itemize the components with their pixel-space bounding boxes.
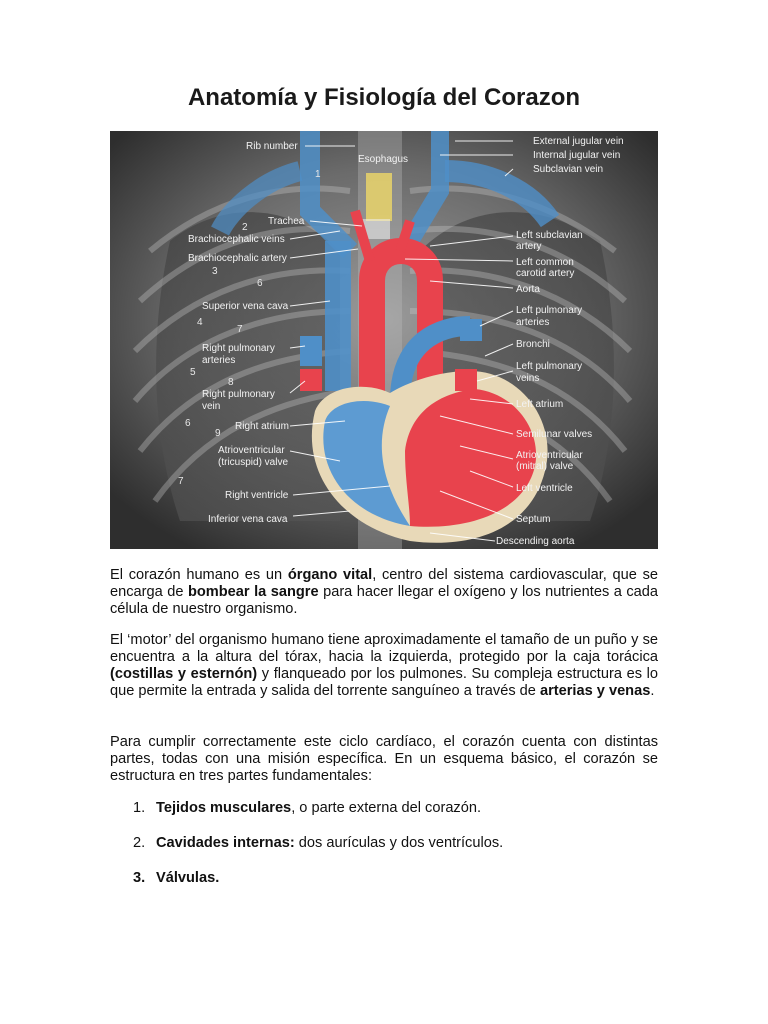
rib-number-7a: 7 xyxy=(237,324,243,335)
list-item: 1. Tejidos musculares, o parte externa del corazón. xyxy=(133,800,482,816)
label-mitral-valve-2: (mitral) valve xyxy=(516,461,574,472)
label-mitral-valve-1: Atrioventricular xyxy=(516,450,583,461)
paragraph-motor: El ‘motor’ del organismo humano tiene aproximadamente el tamaño de un puño y se encuentra a la altura del tórax, hacia la izquierda, protegido por la caja torácica (costillas y esternón) y flanqueado por los pulmones. Su compleja estructura es lo que permite la entrada y salida del torrente sanguíneo a través de arterias y venas. xyxy=(110,632,658,699)
label-right-atrium: Right atrium xyxy=(235,421,289,432)
label-inferior-vena-cava: Inferior vena cava xyxy=(208,514,288,525)
list-item: 2. Cavidades internas: dos aurículas y dos ventrículos. xyxy=(133,835,504,851)
label-trachea: Trachea xyxy=(268,216,305,227)
label-left-pulmonary-veins-2: veins xyxy=(516,373,540,384)
label-brachiocephalic-veins: Brachiocephalic veins xyxy=(188,234,285,245)
label-right-pulmonary-vein-2: vein xyxy=(202,401,221,412)
rib-number-5: 5 xyxy=(190,367,196,378)
rib-number-2: 2 xyxy=(242,222,248,233)
heart-xray-illustration xyxy=(110,131,658,549)
label-brachiocephalic-artery: Brachiocephalic artery xyxy=(188,253,287,264)
label-right-pulmonary-vein-1: Right pulmonary xyxy=(202,389,275,400)
document-title: Anatomía y Fisiología del Corazon xyxy=(187,84,581,111)
label-semilunar-valves: Semilunar valves xyxy=(516,429,593,440)
label-tricuspid-valve-2: (tricuspid) valve xyxy=(218,457,289,468)
paragraph-ciclo: Para cumplir correctamente este ciclo cardíaco, el corazón cuenta con distintas partes, todas con una misión específica. En un esquema básico, el corazón se estructura en tres partes fundamentales: xyxy=(110,734,658,784)
label-aorta: Aorta xyxy=(516,284,540,295)
rib-number-8: 8 xyxy=(228,377,234,388)
label-right-pulmonary-arteries-2: arteries xyxy=(202,355,236,366)
label-left-common-carotid-1: Left common xyxy=(516,257,574,268)
label-tricuspid-valve-1: Atrioventricular xyxy=(218,445,285,456)
label-left-common-carotid-2: carotid artery xyxy=(516,268,575,279)
rib-number-6a: 6 xyxy=(257,278,263,289)
label-superior-vena-cava: Superior vena cava xyxy=(202,301,289,312)
label-descending-aorta: Descending aorta xyxy=(496,536,575,547)
label-left-atrium: Left atrium xyxy=(516,399,564,410)
label-left-pulmonary-veins-1: Left pulmonary xyxy=(516,361,583,372)
label-esophagus: Esophagus xyxy=(358,154,409,165)
rib-number-9: 9 xyxy=(215,428,221,439)
label-right-ventricle: Right ventricle xyxy=(225,490,289,501)
label-left-ventricle: Left ventricle xyxy=(516,483,573,494)
label-bronchi: Bronchi xyxy=(516,339,550,350)
rib-number-6b: 6 xyxy=(185,418,191,429)
rib-number-1: 1 xyxy=(315,169,321,180)
label-external-jugular-vein: External jugular vein xyxy=(533,136,624,147)
heart-anatomy-figure xyxy=(110,131,658,549)
rib-number-7b: 7 xyxy=(178,476,184,487)
label-left-pulmonary-arteries-2: arteries xyxy=(516,317,550,328)
label-rib-number: Rib number xyxy=(246,141,298,152)
label-left-subclavian-artery-2: artery xyxy=(516,241,542,252)
rib-number-3: 3 xyxy=(212,266,218,277)
list-item: 3. Válvulas. xyxy=(133,870,220,886)
rib-number-4: 4 xyxy=(197,317,203,328)
label-left-subclavian-artery-1: Left subclavian xyxy=(516,230,583,241)
paragraph-intro: El corazón humano es un órgano vital, centro del sistema cardiovascular, que se encarga de bombear la sangre para hacer llegar el oxígeno y los nutrientes a cada célula de nuestro organismo. xyxy=(110,567,658,617)
label-right-pulmonary-arteries-1: Right pulmonary xyxy=(202,343,275,354)
label-subclavian-vein: Subclavian vein xyxy=(533,164,604,175)
label-left-pulmonary-arteries-1: Left pulmonary xyxy=(516,305,583,316)
label-septum: Septum xyxy=(516,514,551,525)
label-internal-jugular-vein: Internal jugular vein xyxy=(533,150,621,161)
